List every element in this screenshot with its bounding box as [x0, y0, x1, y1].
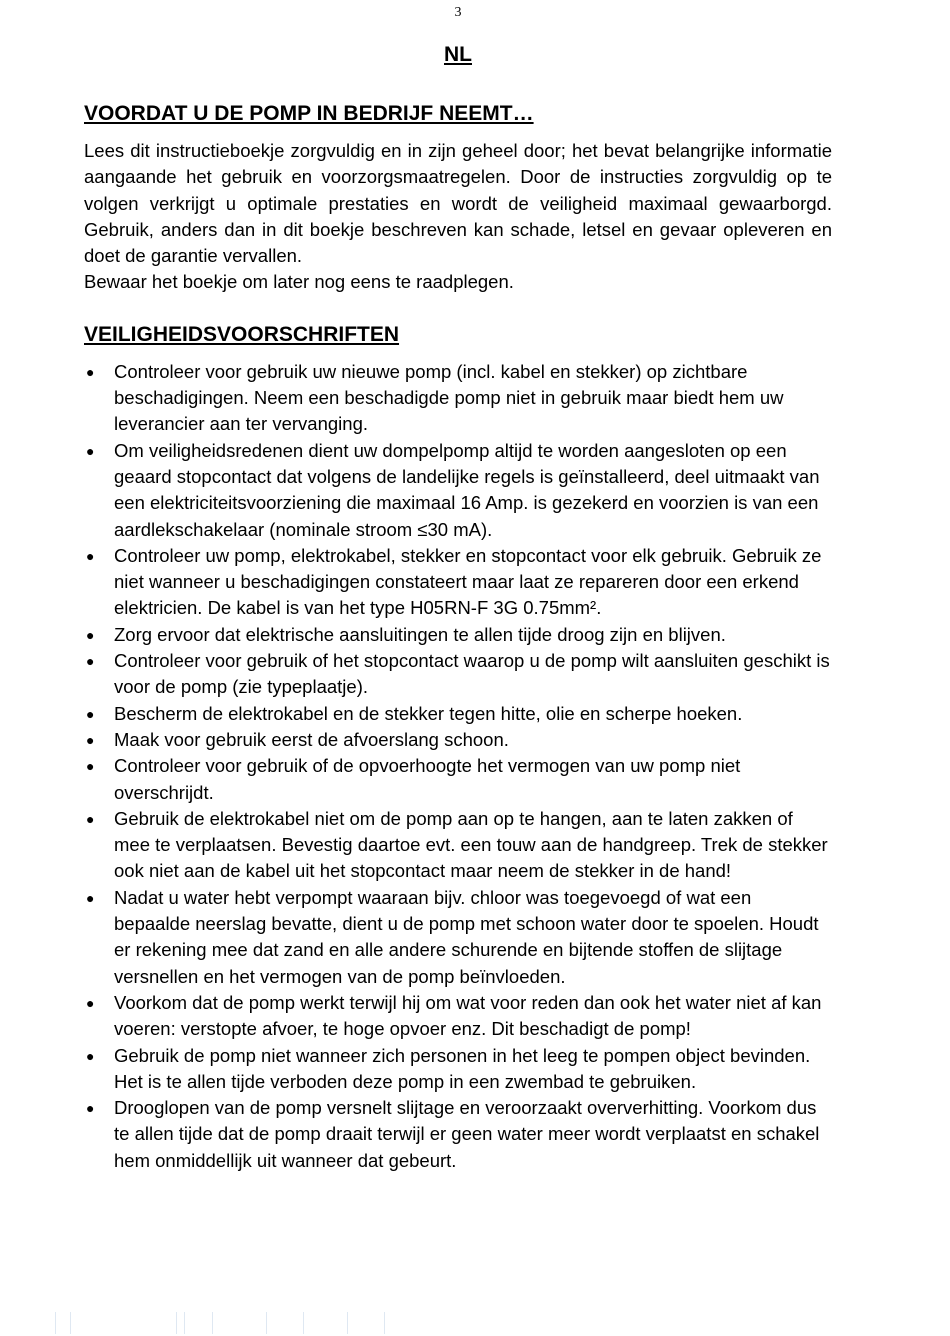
bullet-icon: ●: [86, 363, 95, 380]
list-item: [84, 806, 832, 885]
before-use-text: [84, 138, 832, 296]
bullet-icon: ●: [86, 731, 95, 748]
scan-mark: [212, 1312, 213, 1334]
bullet-icon: ●: [86, 810, 95, 827]
list-item-text: Drooglopen van de pomp versnelt slijtage en veroorzaakt oververhitting. Voorkom dus te allen tijde dat de pomp draait terwijl er geen water meer wordt verplaatst en schakel hem onmiddellijk uit wanneer dat gebeurt.: [114, 1097, 820, 1171]
list-item-text: Controleer voor gebruik uw nieuwe pomp (incl. kabel en stekker) op zichtbare beschadigingen. Neem een beschadigde pomp niet in gebruik maar biedt hem uw leverancier aan ter vervanging.: [114, 360, 784, 435]
list-item: [84, 543, 832, 622]
list-item-text: Controleer voor gebruik of de opvoerhoogte het vermogen van uw pomp niet overschrijdt.: [114, 755, 741, 803]
list-item-text: Om veiligheidsredenen dient uw dompelpomp altijd te worden aangesloten op een geaard stopcontact dat volgens de landelijke regels is geïnstalleerd, deel uitmaakt van een elektriciteitsvoorziening die maximaal 16 Amp. is gezekerd en voorzien is van een aardlekschakelaar (nominale stroom ≤30 mA).: [114, 439, 820, 540]
scan-mark: [184, 1312, 185, 1334]
scan-mark: [384, 1312, 385, 1334]
list-item: [84, 753, 832, 806]
list-item-text: Zorg ervoor dat elektrische aansluitingen te allen tijde droog zijn en blijven.: [114, 623, 726, 645]
list-item: [84, 1043, 832, 1096]
language-heading: NL: [444, 43, 472, 66]
list-item-text: Maak voor gebruik eerst de afvoerslang schoon.: [114, 728, 509, 750]
scan-mark: [303, 1312, 304, 1334]
bullet-icon: ●: [86, 1047, 95, 1064]
list-item: [84, 1095, 832, 1174]
bullet-icon: ●: [86, 1100, 95, 1117]
page-number: 3: [454, 5, 462, 20]
intro-paragraph: Lees dit instructieboekje zorgvuldig en in zijn geheel door; het bevat belangrijke informatie aangaande het gebruik en voorzorgsmaatregelen. Door de instructies zorgvuldig op te volgen verkrijgt u optimale prestaties en wordt de veiligheid maximaal gewaarborgd. Gebruik, anders dan in dit boekje beschreven kan schade, letsel en gevaar opleveren en doet de garantie vervallen.: [84, 140, 832, 267]
list-item: [84, 727, 832, 753]
list-item-text: Gebruik de pomp niet wanneer zich personen in het leeg te pompen object bevinden. Het is te allen tijde verboden deze pomp in een zwembad te gebruiken.: [114, 1044, 811, 1092]
document-body: [84, 100, 832, 1174]
list-item-text: Bescherm de elektrokabel en de stekker tegen hitte, olie en scherpe hoeken.: [114, 702, 743, 724]
list-item-text: Controleer uw pomp, elektrokabel, stekker en stopcontact voor elk gebruik. Gebruik ze niet wanneer u beschadigingen constateert maar laat ze repareren door een erkend elektricien. De kabel is van het type H05RN-F 3G 0.75mm².: [114, 544, 822, 619]
bullet-icon: ●: [86, 889, 95, 906]
safety-rules-list: [84, 359, 832, 1174]
bullet-icon: ●: [86, 758, 95, 775]
scan-mark: [347, 1312, 348, 1334]
bullet-icon: ●: [86, 547, 95, 564]
safety-heading: VEILIGHEIDSVOORSCHRIFTEN: [84, 322, 400, 346]
scan-mark: [70, 1312, 71, 1334]
scan-mark: [55, 1312, 56, 1334]
list-item-text: Gebruik de elektrokabel niet om de pomp aan op te hangen, aan te laten zakken of mee te verplaatsen. Bevestig daartoe evt. een touw aan de handgreep. Trek de stekker ook niet aan de kabel uit het stopcontact maar neem de stekker in de hand!: [114, 807, 828, 882]
list-item: [84, 438, 832, 543]
list-item: [84, 990, 832, 1043]
scan-artifacts: [0, 1306, 950, 1336]
bullet-icon: ●: [86, 705, 95, 722]
list-item: [84, 622, 832, 648]
bullet-icon: ●: [86, 626, 95, 643]
list-item-text: Voorkom dat de pomp werkt terwijl hij om wat voor reden dan ook het water niet af kan voeren: verstopte afvoer, te hoge opvoer enz. Dit beschadigt de pomp!: [114, 991, 822, 1040]
list-item: [84, 885, 832, 990]
bullet-icon: ●: [86, 994, 95, 1011]
keep-booklet-paragraph: Bewaar het boekje om later nog eens te raadplegen.: [84, 271, 514, 293]
bullet-icon: ●: [86, 653, 95, 670]
bullet-icon: ●: [86, 442, 95, 459]
list-item-text: Nadat u water hebt verpompt waaraan bijv. chloor was toegevoegd of wat een bepaalde neerslag bevatte, dient u de pomp met schoon water door te spoelen. Houdt er rekening mee dat zand en alle andere schurende en bijtende stoffen de slijtage versnellen en het vermogen van de pomp beïnvloeden.: [114, 886, 819, 987]
before-use-heading: VOORDAT U DE POMP IN BEDRIJF NEEMT…: [84, 102, 534, 125]
list-item: [84, 359, 832, 438]
scan-mark: [176, 1312, 177, 1334]
list-item: [84, 648, 832, 701]
list-item: [84, 701, 832, 727]
list-item-text: Controleer voor gebruik of het stopcontact waarop u de pomp wilt aansluiten geschikt is voor de pomp (zie typeplaatje).: [114, 650, 830, 698]
scan-mark: [266, 1312, 267, 1334]
